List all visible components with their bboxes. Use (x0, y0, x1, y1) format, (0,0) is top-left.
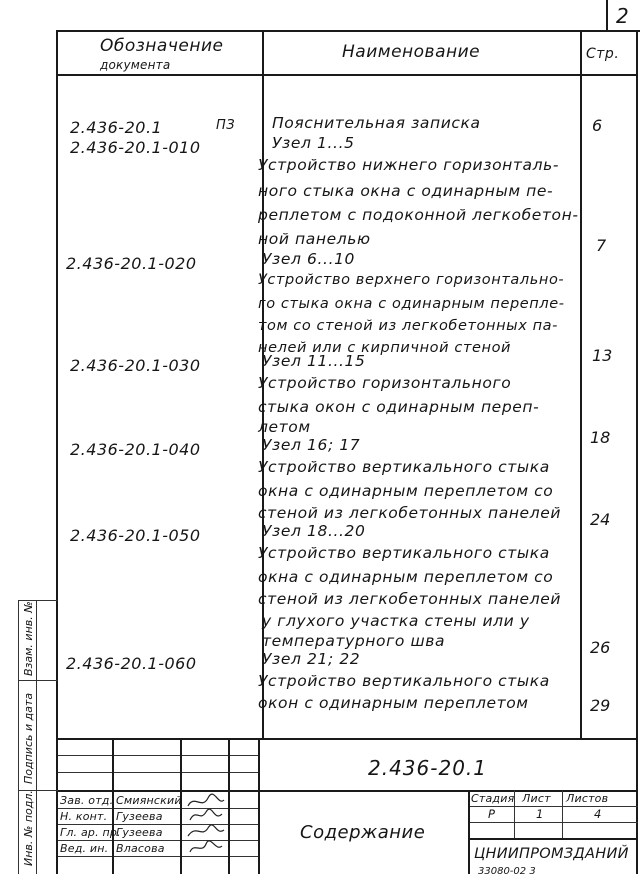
stamp-top-line (56, 738, 638, 740)
row-4-line-1: Узел 11...15 (262, 352, 366, 370)
row-6-line-6: температурного шва (262, 632, 446, 650)
row-3-code: 2.436-20.1-020 (66, 254, 197, 273)
sig-name-2: Гузеева (116, 810, 163, 823)
row-3-line-2: Устройство верхнего горизонтально- (258, 272, 565, 288)
row-4-line-2: Устройство горизонтального (258, 374, 512, 392)
row-4-page: 18 (590, 428, 611, 447)
sig-name-1: Смиянский (116, 794, 182, 807)
row-2-page: 7 (596, 236, 607, 255)
sig-role-1: Зав. отд. (60, 794, 114, 807)
frame-left-line (56, 30, 58, 874)
side-label-sign-date: Подпись и дата (22, 692, 35, 784)
row-7-code: 2.436-20.1-060 (66, 654, 197, 673)
row-2-line-5: ной панелью (258, 230, 371, 248)
side-label-inv-repl: Взам. инв. № (22, 601, 35, 676)
row-7-page: 29 (590, 696, 611, 715)
header-name: Наименование (342, 42, 481, 62)
binding-strip-inner (36, 600, 37, 874)
stamp-doc-code: 2.436-20.1 (368, 756, 488, 780)
signature-scribbles (184, 792, 228, 858)
row-4-line-3: стыка окон с одинарным переп- (258, 398, 540, 416)
row-3-line-3: го стыка окна с одинарным перепле- (258, 296, 565, 312)
row-3-page: 13 (592, 346, 613, 365)
sig-name-4: Власова (116, 842, 165, 855)
column-line-2 (580, 30, 582, 738)
row-6-line-4: стеной из легкобетонных панелей (258, 590, 562, 608)
sig-role-2: Н. конт. (60, 810, 108, 823)
frame-top-line (56, 30, 640, 32)
row-6-page: 26 (590, 638, 611, 657)
sheet-box-line (606, 0, 608, 32)
stamp-title: Содержание (300, 822, 426, 843)
stamp-organization: ЦНИИПРОМЗДАНИЙ (474, 846, 629, 862)
row-5-line-4: стеной из легкобетонных панелей (258, 504, 562, 522)
row-2-code: 2.436-20.1-010 (70, 138, 201, 157)
header-designation-sub: документа (100, 58, 171, 72)
row-5-page: 24 (590, 510, 611, 529)
row-4-line-4: летом (258, 418, 311, 436)
sig-name-3: Гузеева (116, 826, 163, 839)
row-5-line-2: Устройство вертикального стыка (258, 458, 550, 476)
sig-role-4: Вед. ин. (60, 842, 109, 855)
row-3-line-5: нелей или с кирпичной стеной (258, 340, 512, 356)
stamp-stage-value: Р (488, 807, 495, 821)
side-label-inv-orig: Инв. № подл. (22, 790, 35, 866)
row-6-code: 2.436-20.1-050 (70, 526, 201, 545)
row-4-code: 2.436-20.1-030 (70, 356, 201, 375)
sheet-number: 2 (616, 4, 629, 28)
row-1-suffix: ПЗ (216, 118, 236, 133)
row-3-line-4: том со стеной из легкобетонных па- (258, 318, 558, 334)
stamp-sheet-label: Лист (522, 792, 551, 805)
stamp-sheets-label: Листов (566, 792, 609, 805)
row-2-line-4: реплетом с подоконной легкобетон- (258, 206, 579, 224)
sig-role-3: Гл. ар. пр. (60, 826, 121, 839)
row-3-line-1: Узел 6...10 (262, 250, 356, 268)
row-5-line-1: Узел 16; 17 (262, 436, 361, 454)
row-7-line-2: Устройство вертикального стыка (258, 672, 550, 690)
stamp-stage-label: Стадия (471, 792, 515, 805)
stamp-mid-line (58, 790, 638, 792)
row-2-line-2: Устройство нижнего горизонталь- (258, 156, 560, 174)
row-6-line-1: Узел 18...20 (262, 522, 366, 540)
row-5-code: 2.436-20.1-040 (70, 440, 201, 459)
row-1-page: 6 (592, 116, 603, 135)
stamp-sheets-value: 4 (594, 807, 602, 821)
row-2-line-3: ного стыка окна с одинарным пе- (258, 182, 554, 200)
stamp-bottom-number: 33080-02 3 (478, 866, 536, 877)
header-designation: Обозначение (100, 36, 224, 56)
row-5-line-3: окна с одинарным переплетом со (258, 482, 554, 500)
row-2-line-1: Узел 1...5 (272, 134, 355, 152)
row-6-line-2: Устройство вертикального стыка (258, 544, 550, 562)
header-bottom-line (56, 74, 638, 76)
frame-right-line (636, 30, 638, 874)
row-1-code: 2.436-20.1 (70, 118, 163, 137)
row-1-line-1: Пояснительная записка (272, 114, 481, 132)
row-7-line-3: окон с одинарным переплетом (258, 694, 529, 712)
row-6-line-3: окна с одинарным переплетом со (258, 568, 554, 586)
binding-strip-outer (18, 600, 19, 874)
header-page: Стр. (586, 46, 620, 62)
row-6-line-5: у глухого участка стены или у (262, 612, 530, 630)
row-7-line-1: Узел 21; 22 (262, 650, 361, 668)
stamp-sheet-value: 1 (536, 807, 544, 821)
